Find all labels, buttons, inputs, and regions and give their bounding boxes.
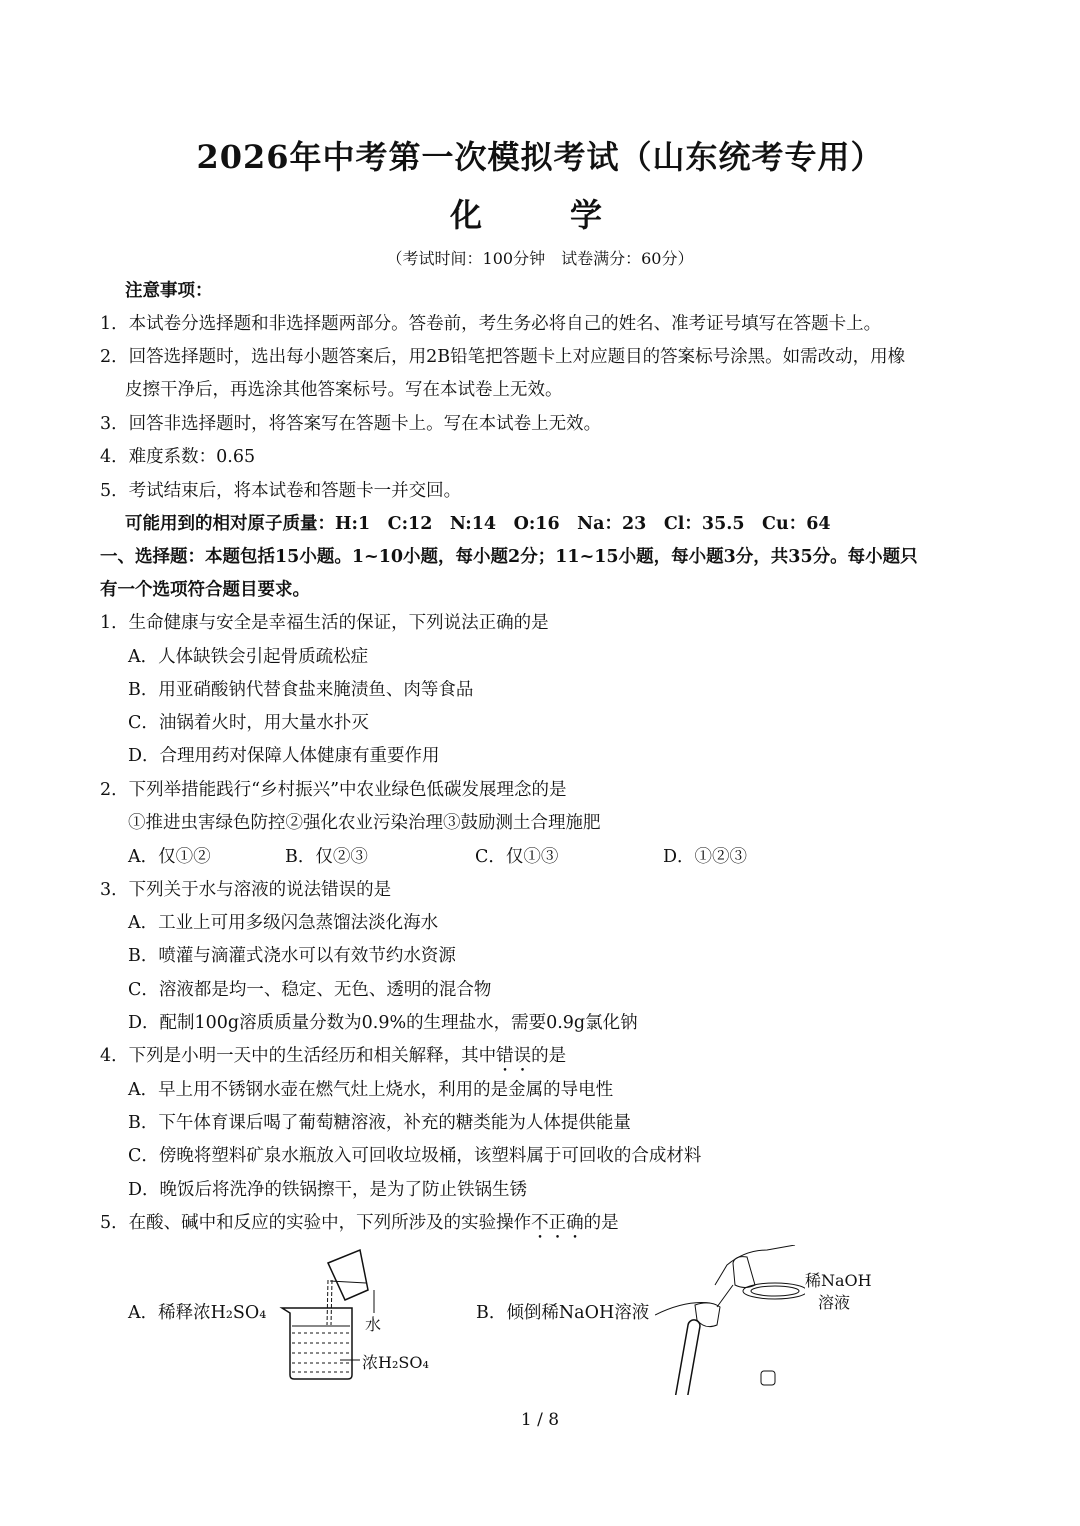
water-label: 水 (365, 1315, 382, 1334)
naoh-label-cont: 溶液 (818, 1293, 851, 1312)
leader-line (340, 1355, 360, 1365)
q5-option-a-label: A．稀释浓H₂SO₄ (128, 1303, 267, 1323)
q4-option-c: C．傍晚将塑料矿泉水瓶放入可回收垃圾桶，该塑料属于可回收的合成材料 (128, 1146, 702, 1166)
page-number: 1 / 8 (520, 1410, 560, 1430)
naoh-label: 稀NaOH (805, 1271, 872, 1290)
q4-stem-text: 4．下列是小明一天中的生活经历和相关解释，其中 (100, 1046, 497, 1066)
question-2-stem: 2．下列举措能践行“乡村振兴”中农业绿色低碳发展理念的是 (100, 780, 567, 800)
section-heading-cont: 有一个选项符合题目要求。 (100, 580, 310, 600)
q1-option-a: A．人体缺铁会引起骨质疏松症 (128, 647, 369, 667)
notice-item: 皮擦干净后，再选涂其他答案标号。写在本试卷上无效。 (125, 380, 563, 400)
q5-stem-emphasis: 不正确 (531, 1213, 584, 1233)
q4-stem-emphasis: 错误 (496, 1046, 532, 1066)
pour-naoh-figure (655, 1245, 805, 1395)
q3-option-c: C．溶液都是均一、稳定、无色、透明的混合物 (128, 980, 492, 1000)
q2-option-d: D．①②③ (663, 847, 748, 867)
question-5-stem (100, 1212, 619, 1243)
q2-option-b: B．仅②③ (285, 847, 368, 867)
q4-stem-text-end: 的是 (531, 1046, 567, 1066)
q4-option-a: A．早上用不锈钢水壶在燃气灶上烧水，利用的是金属的导电性 (128, 1080, 614, 1100)
q1-option-c: C．油锅着火时，用大量水扑灭 (128, 713, 369, 733)
question-4-stem (100, 1045, 566, 1076)
atomic-masses: 可能用到的相对原子质量：H:1 C:12 N:14 O:16 Na：23 Cl：35.5 Cu：64 (125, 514, 831, 534)
exam-title: 2026年中考第一次模拟考试（山东统考专用） (196, 138, 884, 176)
q3-option-b: B．喷灌与滴灌式浇水可以有效节约水资源 (128, 946, 456, 966)
question-3-stem: 3．下列关于水与溶液的说法错误的是 (100, 880, 392, 900)
notice-item: 2．回答选择题时，选出每小题答案后，用2B铅笔把答题卡上对应题目的答案标号涂黑。如需改动，用橡 (100, 347, 906, 367)
section-heading: 一、选择题：本题包括15小题。1~10小题，每小题2分；11~15小题，每小题3分，共35分。每小题只 (100, 547, 918, 567)
q4-option-b: B．下午体育课后喝了葡萄糖溶液，补充的糖类能为人体提供能量 (128, 1113, 631, 1133)
q1-option-b: B．用亚硝酸钠代替食盐来腌渍鱼、肉等食品 (128, 680, 474, 700)
q4-option-d: D．晚饭后将洗净的铁锅擦干，是为了防止铁锅生锈 (128, 1180, 528, 1200)
q3-option-a: A．工业上可用多级闪急蒸馏法淡化海水 (128, 913, 439, 933)
q5-stem-text: 5．在酸、碱中和反应的实验中，下列所涉及的实验操作 (100, 1213, 532, 1233)
notice-item: 5．考试结束后，将本试卷和答题卡一并交回。 (100, 481, 462, 501)
subject-title: 化 学 (449, 196, 630, 234)
q1-option-d: D．合理用药对保障人体健康有重要作用 (128, 746, 440, 766)
q2-option-a: A．仅①② (128, 847, 211, 867)
notice-heading: 注意事项： (125, 281, 213, 301)
conc-acid-label: 浓H₂SO₄ (362, 1353, 429, 1372)
question-1-stem: 1．生命健康与安全是幸福生活的保证，下列说法正确的是 (100, 613, 549, 633)
notice-item: 1．本试卷分选择题和非选择题两部分。答卷前，考生务必将自己的姓名、准考证号填写在答题卡上。 (100, 314, 882, 334)
q3-option-d: D．配制100g溶质质量分数为0.9%的生理盐水，需要0.9g氯化钠 (128, 1013, 638, 1033)
q5-stem-text-end: 的是 (583, 1213, 619, 1233)
exam-info: （考试时间：100分钟 试卷满分：60分） (386, 249, 694, 268)
q2-option-c: C．仅①③ (475, 847, 559, 867)
q5-option-b-label: B．倾倒稀NaOH溶液 (476, 1303, 650, 1323)
q2-items: ①推进虫害绿色防控②强化农业污染治理③鼓励测土合理施肥 (128, 813, 601, 833)
notice-item: 3．回答非选择题时，将答案写在答题卡上。写在本试卷上无效。 (100, 414, 602, 434)
notice-item: 4．难度系数：0.65 (100, 447, 256, 467)
